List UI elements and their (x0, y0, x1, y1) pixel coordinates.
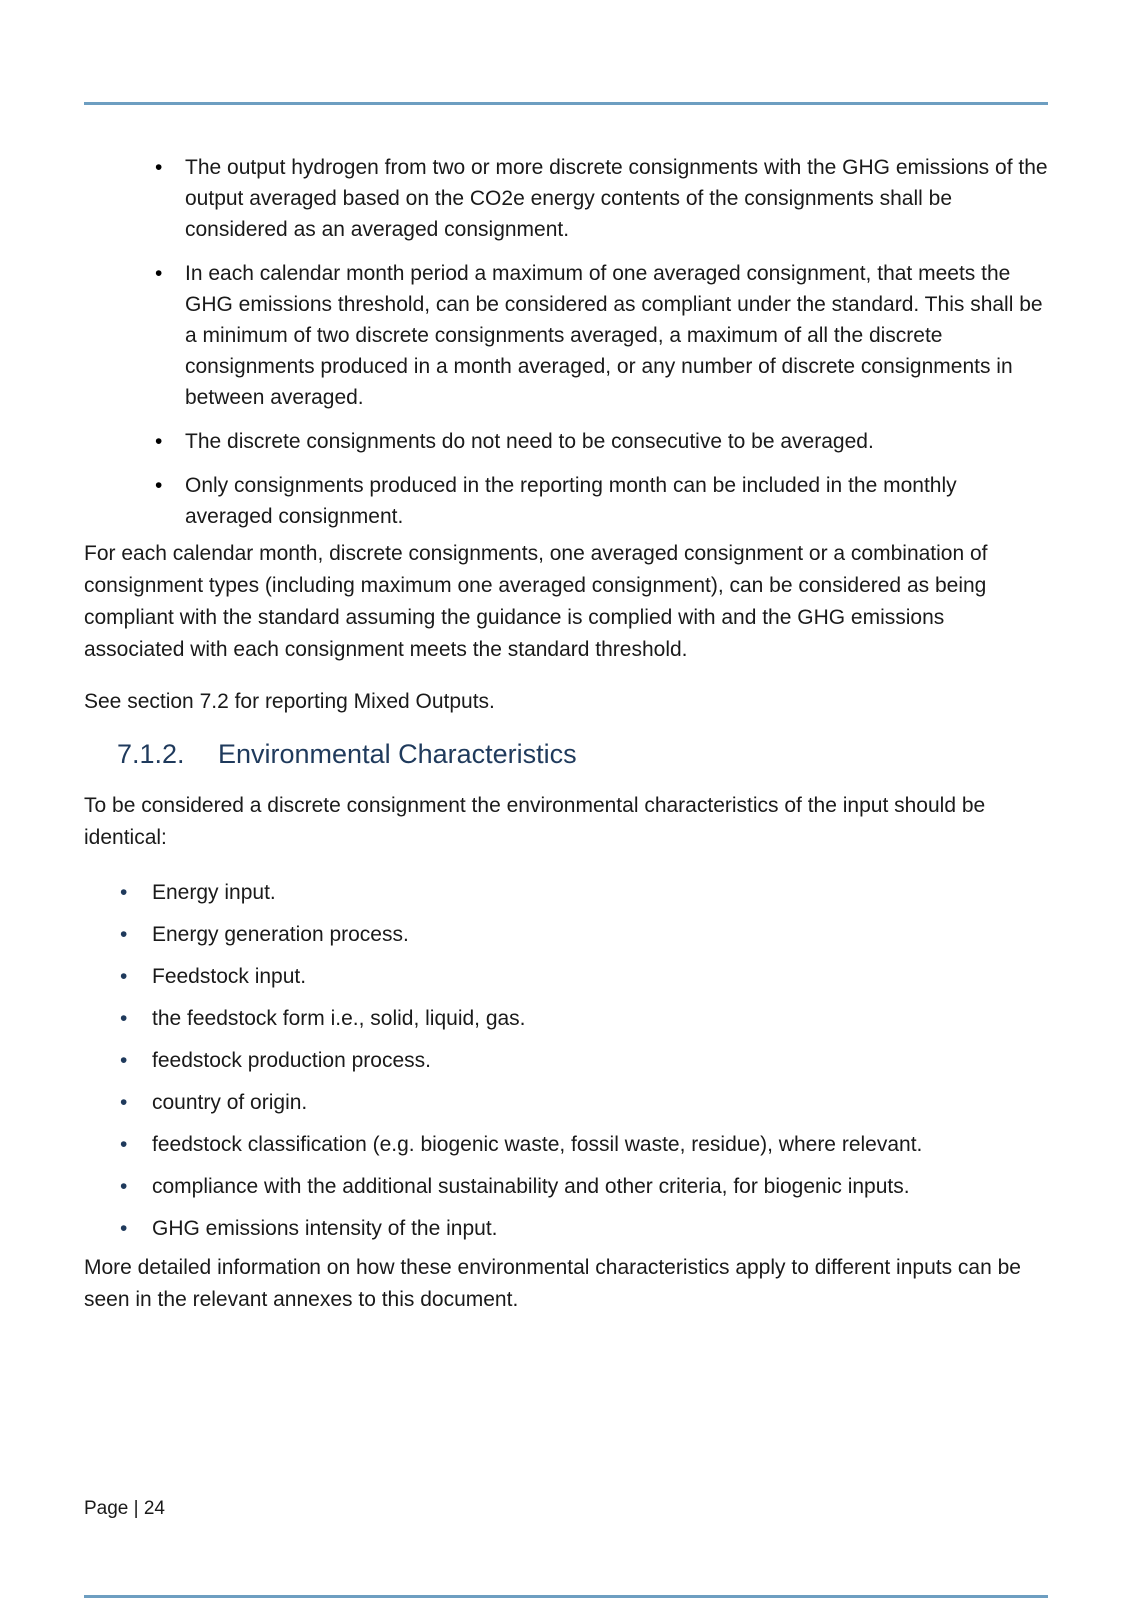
header-rule (84, 102, 1048, 105)
list-item-text: feedstock production process. (152, 1049, 431, 1072)
list-item (84, 1003, 1048, 1034)
characteristics-list (84, 877, 1048, 1244)
list-item-text: Energy generation process. (152, 923, 409, 946)
list-item (84, 1045, 1048, 1076)
list-item-text: compliance with the additional sustainability and other criteria, for biogenic inputs. (152, 1175, 910, 1198)
paragraph-see-section: See section 7.2 for reporting Mixed Outputs. (84, 690, 495, 713)
paragraph-compliance: For each calendar month, discrete consignments, one averaged consignment or a combination of consignment types (including maximum one averaged consignment), can be considered as being compliant with the standard assuming the guidance is complied with and the GHG emissions associated with each consignment meets the standard threshold. (84, 542, 988, 661)
list-item (84, 1087, 1048, 1118)
page-number-label: Page | 24 (84, 1498, 166, 1519)
heading-title: Environmental Characteristics (218, 739, 577, 769)
page-footer (84, 1498, 165, 1520)
paragraph-more-info: More detailed information on how these environmental characteristics apply to different inputs can be seen in the relevant annexes to this document. (84, 1256, 1021, 1311)
list-item (84, 470, 1048, 532)
list-item-text: GHG emissions intensity of the input. (152, 1217, 498, 1240)
list-item-text: Feedstock input. (152, 965, 307, 988)
list-item (84, 1129, 1048, 1160)
list-item-text: country of origin. (152, 1091, 308, 1114)
list-item-text: feedstock classification (e.g. biogenic waste, fossil waste, residue), where relevant. (152, 1133, 923, 1156)
list-item (84, 1171, 1048, 1202)
list-item (84, 1213, 1048, 1244)
footer-rule (84, 1595, 1048, 1598)
page-content (84, 0, 1048, 1316)
list-item (84, 961, 1048, 992)
list-item (84, 258, 1048, 413)
paragraph-intro: To be considered a discrete consignment the environmental characteristics of the input should be identical: (84, 794, 986, 849)
list-item-text: In each calendar month period a maximum of one averaged consignment, that meets the GHG emissions threshold, can be considered as compliant under the standard. This shall be a minimum of two discrete consignments averaged, a maximum of all the discrete consignments produced in a month averaged, or any number of discrete consignments in between averaged. (185, 262, 1043, 409)
list-item (84, 877, 1048, 908)
consignment-rules-list (84, 152, 1048, 532)
list-item (84, 152, 1048, 245)
heading-number: 7.1.2. (117, 739, 185, 769)
list-item-text: Only consignments produced in the reporting month can be included in the monthly averaged consignment. (185, 474, 957, 528)
list-item-text: the feedstock form i.e., solid, liquid, gas. (152, 1007, 526, 1030)
list-item-text: The output hydrogen from two or more discrete consignments with the GHG emissions of the output averaged based on the CO2e energy contents of the consignments shall be considered as an averaged consignment. (185, 156, 1048, 241)
list-item-text: Energy input. (152, 881, 276, 904)
section-heading (117, 738, 1048, 770)
list-item (84, 426, 1048, 457)
list-item (84, 919, 1048, 950)
list-item-text: The discrete consignments do not need to be consecutive to be averaged. (185, 430, 874, 453)
